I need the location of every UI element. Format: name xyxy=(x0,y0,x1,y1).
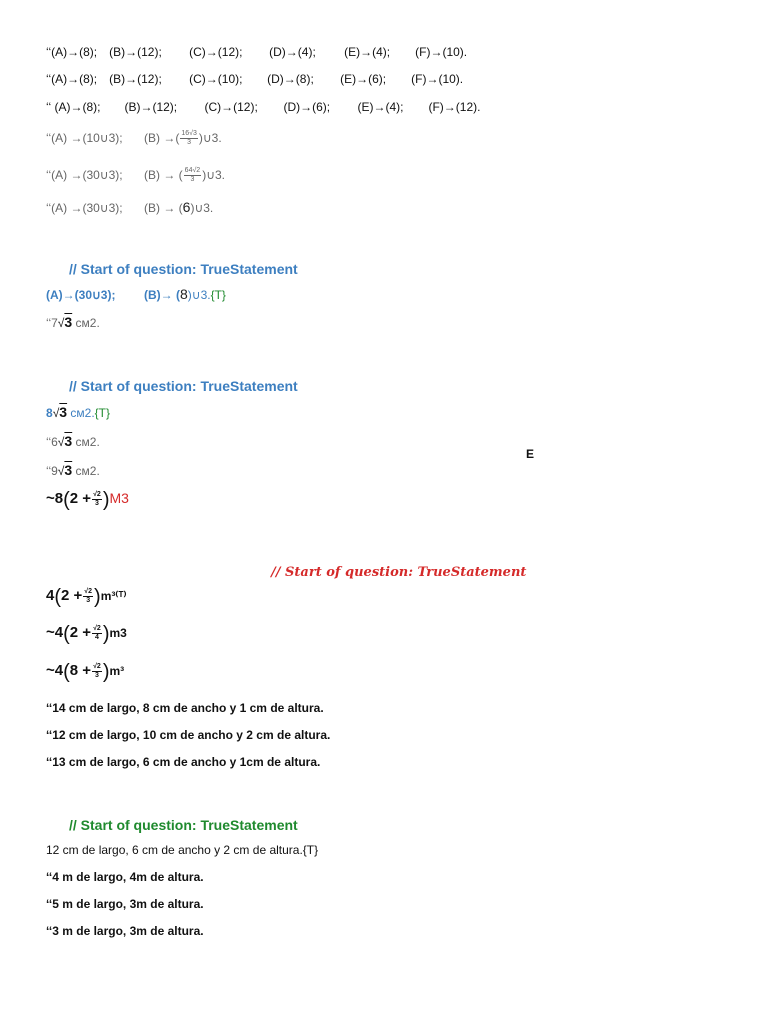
gray-row-a: ‘‘(A) →(10∪3); xyxy=(46,131,123,145)
q3-line-1: ‘‘14 cm de largo, 8 cm de ancho y 1 cm de altura. xyxy=(46,701,324,715)
option-prefix: ‘‘6 xyxy=(46,435,58,449)
true-tag: {T} xyxy=(210,288,226,302)
fraction-numerator: √2 xyxy=(93,491,101,499)
row-prefix: ‘‘ xyxy=(46,72,52,86)
answer-row-1 xyxy=(46,44,467,60)
q3-line-2: ‘‘12 cm de largo, 10 cm de ancho y 2 cm de altura. xyxy=(46,728,331,742)
gray-row-1 xyxy=(46,130,222,147)
row-item: (C)→(12); xyxy=(204,100,258,114)
q1-correct-answer xyxy=(46,286,226,303)
fraction xyxy=(92,491,102,508)
q4-correct-answer: 12 cm de largo, 6 cm de ancho y 2 cm de altura.{T} xyxy=(46,843,319,857)
q4-line-3: ‘‘3 m de largo, 3m de altura. xyxy=(46,924,204,938)
row-item: (A)→(8); xyxy=(51,45,98,59)
fraction xyxy=(92,625,102,642)
radicand: 3 xyxy=(59,404,68,420)
gray-row-six: 6 xyxy=(182,199,191,215)
gray-row-3 xyxy=(46,199,213,216)
question-header: // Start of question: TrueStatement xyxy=(69,261,298,277)
answer-row-3 xyxy=(46,99,480,115)
fraction-numerator: 16√3 xyxy=(181,130,197,138)
q1-option: ‘‘7√3 см2. xyxy=(46,314,100,330)
option-unit: m³ xyxy=(109,664,125,678)
row-item: (D)→(4); xyxy=(269,45,316,59)
option-prefix: ~4 xyxy=(46,624,64,641)
q1-answer-b: (B)→ ( xyxy=(144,288,180,302)
question-header: // Start of question: TrueStatement xyxy=(69,817,298,833)
fraction-numerator: √2 xyxy=(84,588,93,596)
option-unit: M3 xyxy=(109,490,129,506)
fraction-denominator: 3 xyxy=(187,139,192,147)
fraction-numerator: √2 xyxy=(93,663,101,671)
fraction-numerator: 64√2 xyxy=(184,167,201,175)
question-header: // Start of question: TrueStatement xyxy=(271,565,527,580)
q2-option-3: ~8(2 + $\frac{√2}{3}$ )M3 xyxy=(46,488,129,511)
fraction-denominator: 3 xyxy=(94,500,99,508)
gray-row-a: ‘‘(A) →(30∪3); xyxy=(46,168,123,182)
fraction-denominator: 4 xyxy=(94,634,99,642)
gray-row-c: )∪3. xyxy=(202,168,225,182)
option-unit: m3 xyxy=(109,626,127,640)
row-item: (E)→(4); xyxy=(344,45,391,59)
q2-option-1: ‘‘6√3 см2. xyxy=(46,433,100,449)
answer-prefix: 8 xyxy=(46,406,53,420)
answer-row-2 xyxy=(46,71,463,87)
fraction-denominator: 3 xyxy=(86,597,91,605)
fraction-numerator: √2 xyxy=(93,625,101,633)
q1-answer-eight: 8 xyxy=(180,286,188,302)
option-prefix: ‘‘9 xyxy=(46,464,58,478)
option-prefix: ‘‘7 xyxy=(46,316,58,330)
gray-row-a: ‘‘(A) →(30∪3); xyxy=(46,201,123,215)
row-item: (E)→(4); xyxy=(357,100,404,114)
q1-answer-a: (A)→(30∪3); xyxy=(46,288,116,302)
answer-term: 2 + xyxy=(61,587,83,604)
row-item: (F)→(12). xyxy=(428,100,481,114)
option-term: 2 + xyxy=(69,624,92,641)
q4-line-2: ‘‘5 m de largo, 3m de altura. xyxy=(46,897,204,911)
fraction-denominator: 3 xyxy=(190,176,195,184)
fraction xyxy=(180,130,198,147)
answer-unit: m³⁽ᵀ⁾ xyxy=(100,589,127,603)
row-item: (C)→(12); xyxy=(189,45,243,59)
row-item: (F)→(10). xyxy=(415,45,468,59)
row-item: (B)→(12); xyxy=(109,45,162,59)
option-unit: см2. xyxy=(72,316,100,330)
row-item: (A)→(8); xyxy=(51,72,98,86)
side-letter: E xyxy=(526,447,535,461)
fraction xyxy=(92,663,102,680)
answer-prefix: 4 xyxy=(46,587,55,604)
question-header: // Start of question: TrueStatement xyxy=(69,378,298,394)
row-item: (B)→(12); xyxy=(124,100,178,114)
row-item: (F)→(10). xyxy=(411,72,464,86)
gray-row-c: )∪3. xyxy=(198,131,222,145)
fraction xyxy=(83,588,93,605)
q2-correct-answer: 8√3 см2.{T} xyxy=(46,404,111,420)
q3-line-3: ‘‘13 cm de largo, 6 cm de ancho y 1cm de altura. xyxy=(46,755,321,769)
row-item: (A)→(8); xyxy=(54,100,101,114)
option-prefix: ~4 xyxy=(46,662,64,679)
gray-row-b: (B) →( xyxy=(144,131,180,145)
q1-answer-c: )∪3. xyxy=(187,288,211,302)
gray-row-b: (B) → ( xyxy=(144,201,183,215)
radicand: 3 xyxy=(64,314,73,330)
option-unit: см2. xyxy=(72,464,100,478)
row-item: (E)→(6); xyxy=(340,72,387,86)
gray-row-c: )∪3. xyxy=(190,201,214,215)
option-unit: см2. xyxy=(72,435,100,449)
gray-row-2 xyxy=(46,167,225,184)
row-item: (D)→(8); xyxy=(267,72,314,86)
q3-option-2: ~4(8 + $\frac{√2}{3}$ )m³ xyxy=(46,660,125,683)
true-tag: {T} xyxy=(94,406,111,420)
radicand: 3 xyxy=(64,462,73,478)
fraction-denominator: 3 xyxy=(94,672,99,680)
option-prefix: ~8 xyxy=(46,490,64,507)
row-item: (B)→(12); xyxy=(109,72,162,86)
row-prefix: ‘‘ xyxy=(46,100,52,114)
row-item: (C)→(10); xyxy=(189,72,243,86)
q4-line-1: ‘‘4 m de largo, 4m de altura. xyxy=(46,870,204,884)
fraction xyxy=(184,167,202,184)
option-term: 2 + xyxy=(69,490,92,507)
radicand: 3 xyxy=(64,433,73,449)
q2-option-2: ‘‘9√3 см2. xyxy=(46,462,100,478)
q3-option-1: ~4(2 + $\frac{√2}{4}$ )m3 xyxy=(46,622,127,645)
row-prefix: ‘‘ xyxy=(46,45,52,59)
gray-row-b: (B) → ( xyxy=(144,168,183,182)
q3-correct-answer: 4(2 + $\frac{√2}{3}$ )m³⁽ᵀ⁾ xyxy=(46,585,127,608)
row-item: (D)→(6); xyxy=(283,100,331,114)
option-term: 8 + xyxy=(69,662,92,679)
answer-unit: см2. xyxy=(67,406,95,420)
